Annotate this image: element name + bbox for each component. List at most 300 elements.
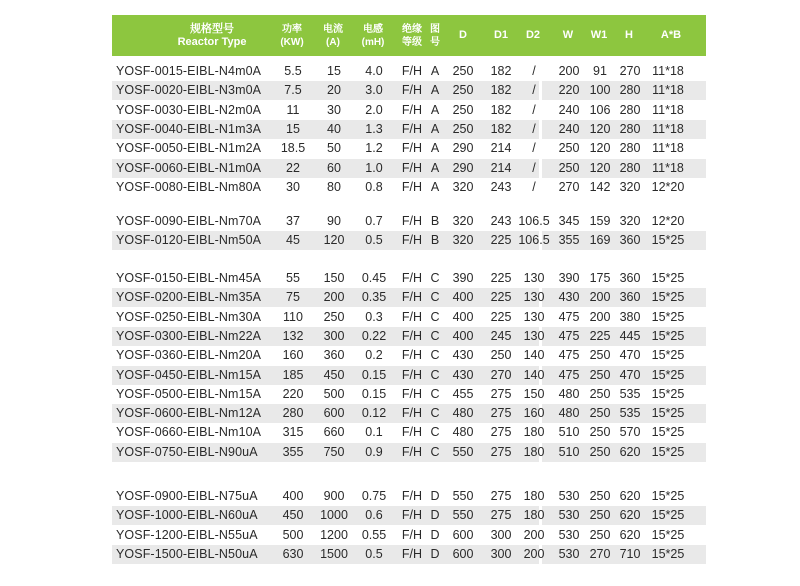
cell-d1: 275 (490, 425, 512, 440)
cell-d: 400 (452, 290, 474, 305)
cell-insulation: F/H (401, 64, 423, 78)
cell-ab: 15*25 (651, 425, 685, 440)
table-row (112, 385, 706, 404)
cell-current: 750 (323, 444, 345, 459)
cell-model: YOSF-0750-EIBL-N90uA (116, 444, 258, 459)
cell-inductance: 2.0 (365, 102, 383, 117)
cell-w1: 169 (589, 233, 611, 248)
cell-insulation: F/H (401, 546, 423, 561)
cell-model: YOSF-0200-EIBL-Nm35A (116, 290, 262, 305)
cell-w: 475 (558, 348, 580, 363)
cell-d: 480 (452, 406, 474, 421)
cell-w: 475 (558, 309, 580, 324)
cell-insulation: F/H (401, 309, 423, 324)
cell-insulation: F/H (401, 348, 423, 363)
cell-w: 270 (558, 179, 580, 194)
cell-d: 320 (452, 214, 474, 228)
cell-d1: 275 (490, 489, 512, 503)
cell-d1: 275 (490, 386, 512, 401)
cell-d2: / (532, 83, 536, 98)
cell-inductance: 0.75 (361, 489, 387, 503)
cell-figure: D (430, 489, 440, 503)
cell-ab: 11*18 (652, 160, 684, 175)
cell-ab: 15*25 (651, 444, 685, 459)
cell-d: 455 (452, 386, 474, 401)
cell-insulation: F/H (401, 160, 423, 175)
cell-current: 660 (323, 425, 345, 440)
cell-w1: 159 (589, 214, 611, 228)
header-model-cn: 规格型号 (190, 22, 234, 35)
cell-h: 570 (619, 425, 641, 440)
cell-d2: 200 (523, 527, 545, 542)
cell-w: 475 (558, 328, 580, 343)
table-row (112, 269, 706, 288)
cell-model: YOSF-0250-EIBL-Nm30A (116, 309, 262, 324)
cell-inductance: 0.8 (365, 179, 383, 194)
cell-ab: 12*20 (651, 179, 685, 194)
cell-w: 480 (558, 386, 580, 401)
cell-inductance: 1.0 (365, 160, 383, 175)
cell-current: 300 (323, 328, 345, 343)
cell-w: 480 (558, 406, 580, 421)
cell-insulation: F/H (401, 121, 423, 136)
cell-inductance: 1.3 (365, 121, 383, 136)
cell-ab: 15*25 (651, 406, 685, 421)
cell-d2: 140 (523, 367, 545, 382)
cell-w1: 250 (589, 425, 611, 440)
cell-w1: 120 (589, 141, 611, 156)
table-row (112, 288, 706, 307)
table-row (112, 346, 706, 365)
cell-w1: 250 (589, 406, 611, 421)
cell-d2: 130 (523, 271, 545, 285)
cell-power: 45 (286, 233, 300, 248)
cell-h: 445 (619, 328, 641, 343)
cell-d: 430 (452, 367, 474, 382)
cell-h: 360 (619, 233, 641, 248)
cell-current: 250 (323, 309, 345, 324)
cell-w1: 250 (589, 367, 611, 382)
cell-d1: 275 (490, 406, 512, 421)
cell-inductance: 0.22 (361, 328, 387, 343)
cell-w1: 100 (589, 83, 611, 98)
cell-ab: 15*25 (651, 309, 685, 324)
cell-current: 80 (327, 179, 341, 194)
cell-w: 240 (558, 102, 580, 117)
cell-power: 22 (286, 160, 300, 175)
cell-model: YOSF-0020-EIBL-N3m0A (116, 83, 262, 98)
cell-figure: D (430, 546, 440, 561)
cell-model: YOSF-0360-EIBL-Nm20A (116, 348, 262, 363)
cell-insulation: F/H (401, 290, 423, 305)
cell-power: 185 (282, 367, 304, 382)
cell-d2: 200 (523, 546, 545, 561)
cell-d: 400 (452, 328, 474, 343)
cell-d1: 225 (490, 233, 512, 248)
table-row (112, 487, 706, 506)
cell-insulation: F/H (401, 214, 423, 228)
cell-insulation: F/H (401, 271, 423, 285)
cell-w: 345 (558, 214, 580, 228)
cell-w1: 91 (593, 64, 607, 78)
header-inductance-unit: (mH) (361, 36, 385, 48)
cell-model: YOSF-0120-EIBL-Nm50A (116, 233, 262, 248)
cell-insulation: F/H (401, 179, 423, 194)
cell-w1: 142 (589, 179, 611, 194)
cell-power: 7.5 (284, 83, 302, 98)
cell-w: 250 (558, 160, 580, 175)
cell-d1: 275 (490, 508, 512, 523)
cell-d2: / (532, 102, 536, 117)
cell-current: 600 (323, 406, 345, 421)
cell-power: 280 (282, 406, 304, 421)
cell-w: 220 (558, 83, 580, 98)
cell-w1: 225 (589, 328, 611, 343)
header-inductance-label: 电感 (363, 23, 383, 35)
cell-inductance: 0.15 (361, 386, 387, 401)
cell-d1: 275 (490, 444, 512, 459)
cell-d: 290 (452, 141, 474, 156)
cell-h: 280 (619, 160, 641, 175)
cell-d2: 130 (523, 290, 545, 305)
cell-inductance: 1.2 (365, 141, 383, 156)
cell-insulation: F/H (401, 367, 423, 382)
cell-d1: 300 (490, 546, 512, 561)
table-row (112, 545, 706, 564)
table-row (112, 506, 706, 525)
table-row (112, 139, 706, 158)
cell-w: 355 (558, 233, 580, 248)
cell-power: 15 (286, 121, 300, 136)
cell-ab: 11*18 (652, 141, 684, 156)
header-d1: D1 (493, 29, 509, 41)
cell-h: 360 (619, 290, 641, 305)
cell-d1: 214 (490, 160, 512, 175)
cell-figure: C (430, 406, 440, 421)
cell-inductance: 4.0 (365, 64, 383, 78)
cell-current: 900 (323, 489, 345, 503)
cell-power: 220 (282, 386, 304, 401)
header-ab: A*B (660, 29, 682, 41)
cell-figure: A (430, 179, 440, 194)
cell-ab: 15*25 (651, 508, 685, 523)
cell-current: 1500 (320, 546, 348, 561)
cell-figure: C (430, 309, 440, 324)
table-row (112, 423, 706, 442)
header-figure-line1: 图 (430, 23, 440, 35)
cell-model: YOSF-0050-EIBL-N1m2A (116, 141, 262, 156)
cell-figure: D (430, 508, 440, 523)
cell-w1: 250 (589, 444, 611, 459)
cell-d2: 130 (523, 328, 545, 343)
cell-d1: 225 (490, 290, 512, 305)
cell-w1: 250 (589, 527, 611, 542)
cell-current: 15 (327, 64, 341, 78)
cell-figure: C (430, 328, 440, 343)
cell-d1: 243 (490, 179, 512, 194)
cell-h: 620 (619, 508, 641, 523)
cell-model: YOSF-0660-EIBL-Nm10A (116, 425, 262, 440)
cell-w1: 200 (589, 290, 611, 305)
cell-h: 320 (619, 214, 641, 228)
header-d2: D2 (525, 29, 541, 41)
cell-d1: 270 (490, 367, 512, 382)
table-row (112, 526, 706, 545)
header-current-label: 电流 (323, 23, 343, 35)
cell-d: 250 (452, 83, 474, 98)
cell-h: 535 (619, 406, 641, 421)
cell-ab: 15*25 (651, 386, 685, 401)
cell-ab: 11*18 (652, 121, 684, 136)
cell-ab: 15*25 (651, 271, 685, 285)
cell-model: YOSF-0500-EIBL-Nm15A (116, 386, 262, 401)
cell-inductance: 0.3 (365, 309, 383, 324)
cell-d1: 225 (490, 271, 512, 285)
cell-model: YOSF-0040-EIBL-N1m3A (116, 121, 262, 136)
cell-figure: D (430, 527, 440, 542)
cell-current: 30 (327, 102, 341, 117)
cell-d2: 106.5 (518, 214, 550, 228)
cell-model: YOSF-0900-EIBL-N75uA (116, 489, 258, 503)
cell-h: 270 (619, 64, 641, 78)
header-d: D (459, 29, 467, 41)
cell-h: 620 (619, 444, 641, 459)
cell-d: 250 (452, 121, 474, 136)
cell-power: 355 (282, 444, 304, 459)
cell-w1: 120 (589, 121, 611, 136)
cell-d: 320 (452, 233, 474, 248)
cell-d1: 250 (490, 348, 512, 363)
cell-inductance: 0.12 (361, 406, 387, 421)
cell-h: 535 (619, 386, 641, 401)
cell-insulation: F/H (401, 406, 423, 421)
cell-inductance: 0.7 (365, 214, 383, 228)
cell-w1: 270 (589, 546, 611, 561)
cell-current: 40 (327, 121, 341, 136)
cell-inductance: 0.45 (361, 271, 387, 285)
cell-ab: 15*25 (651, 489, 685, 503)
cell-power: 500 (282, 527, 304, 542)
cell-model: YOSF-1200-EIBL-N55uA (116, 527, 258, 542)
cell-power: 450 (282, 508, 304, 523)
cell-ab: 11*18 (652, 64, 684, 78)
cell-h: 470 (619, 348, 641, 363)
cell-ab: 15*25 (651, 328, 685, 343)
cell-figure: C (430, 386, 440, 401)
cell-d2: 140 (523, 348, 545, 363)
cell-d1: 182 (490, 121, 512, 136)
cell-d2: 180 (523, 508, 545, 523)
cell-d: 600 (452, 527, 474, 542)
cell-insulation: F/H (401, 83, 423, 98)
cell-model: YOSF-0060-EIBL-N1m0A (116, 160, 262, 175)
cell-ab: 15*25 (651, 348, 685, 363)
header-h: H (625, 29, 633, 41)
cell-insulation: F/H (401, 444, 423, 459)
cell-current: 200 (323, 290, 345, 305)
table-row (112, 81, 706, 100)
cell-d2: 180 (523, 489, 545, 503)
cell-inductance: 0.6 (365, 508, 383, 523)
cell-insulation: F/H (401, 141, 423, 156)
cell-d2: 106.5 (518, 233, 550, 248)
cell-w: 510 (558, 425, 580, 440)
cell-w1: 175 (589, 271, 611, 285)
cell-d1: 225 (490, 309, 512, 324)
cell-figure: C (430, 290, 440, 305)
cell-w1: 250 (589, 348, 611, 363)
cell-figure: C (430, 367, 440, 382)
cell-d: 550 (452, 489, 474, 503)
cell-w: 430 (558, 290, 580, 305)
cell-ab: 15*25 (651, 233, 685, 248)
table-row (112, 231, 706, 250)
cell-h: 320 (619, 179, 641, 194)
cell-insulation: F/H (401, 489, 423, 503)
cell-ab: 11*18 (652, 102, 684, 117)
cell-d2: / (532, 64, 536, 78)
cell-model: YOSF-0090-EIBL-Nm70A (116, 214, 262, 228)
cell-figure: C (430, 271, 440, 285)
cell-d2: 130 (523, 309, 545, 324)
cell-inductance: 0.2 (365, 348, 383, 363)
header-w: W (562, 29, 574, 41)
cell-h: 380 (619, 309, 641, 324)
cell-current: 150 (323, 271, 345, 285)
cell-d2: / (532, 179, 536, 194)
cell-inductance: 0.5 (365, 233, 383, 248)
cell-h: 280 (619, 102, 641, 117)
cell-power: 37 (286, 214, 300, 228)
header-figure-line2: 号 (430, 36, 440, 48)
table-row (112, 120, 706, 139)
cell-power: 30 (286, 179, 300, 194)
cell-model: YOSF-1500-EIBL-N50uA (116, 546, 258, 561)
cell-current: 20 (327, 83, 341, 98)
header-model-en: Reactor Type (177, 35, 247, 48)
cell-d1: 245 (490, 328, 512, 343)
table-row (112, 178, 706, 197)
cell-d1: 214 (490, 141, 512, 156)
cell-power: 160 (282, 348, 304, 363)
cell-d2: / (532, 141, 536, 156)
cell-insulation: F/H (401, 328, 423, 343)
cell-figure: A (430, 64, 440, 78)
cell-figure: B (430, 214, 440, 228)
cell-figure: C (430, 348, 440, 363)
cell-power: 5.5 (284, 64, 302, 78)
cell-insulation: F/H (401, 425, 423, 440)
table-row (112, 101, 706, 120)
cell-figure: A (430, 121, 440, 136)
cell-model: YOSF-0450-EIBL-Nm15A (116, 367, 262, 382)
cell-w: 475 (558, 367, 580, 382)
table-row (112, 327, 706, 346)
cell-inductance: 0.5 (365, 546, 383, 561)
cell-power: 55 (286, 271, 300, 285)
cell-figure: C (430, 425, 440, 440)
cell-w1: 250 (589, 508, 611, 523)
cell-current: 450 (323, 367, 345, 382)
cell-w: 530 (558, 489, 580, 503)
cell-ab: 15*25 (651, 367, 685, 382)
cell-h: 710 (619, 546, 641, 561)
table-row (112, 443, 706, 462)
cell-h: 620 (619, 527, 641, 542)
cell-w: 240 (558, 121, 580, 136)
cell-h: 280 (619, 141, 641, 156)
cell-ab: 12*20 (651, 214, 685, 228)
cell-d2: 160 (523, 406, 545, 421)
cell-insulation: F/H (401, 508, 423, 523)
cell-figure: A (430, 83, 440, 98)
cell-d: 550 (452, 444, 474, 459)
cell-d2: 180 (523, 444, 545, 459)
header-power-unit: (KW) (280, 36, 304, 48)
cell-d: 430 (452, 348, 474, 363)
cell-figure: C (430, 444, 440, 459)
cell-power: 11 (286, 102, 300, 117)
table-row (112, 62, 706, 81)
cell-model: YOSF-0150-EIBL-Nm45A (116, 271, 262, 285)
cell-d: 550 (452, 508, 474, 523)
cell-w: 510 (558, 444, 580, 459)
cell-h: 280 (619, 121, 641, 136)
table-row (112, 404, 706, 423)
cell-power: 630 (282, 546, 304, 561)
cell-d1: 182 (490, 102, 512, 117)
table-row (112, 212, 706, 231)
cell-d2: / (532, 121, 536, 136)
cell-current: 360 (323, 348, 345, 363)
cell-d1: 243 (490, 214, 512, 228)
cell-d: 320 (452, 179, 474, 194)
cell-inductance: 0.55 (361, 527, 387, 542)
cell-power: 18.5 (280, 141, 306, 156)
cell-d: 400 (452, 309, 474, 324)
cell-h: 280 (619, 83, 641, 98)
header-current-unit: (A) (326, 36, 340, 48)
cell-w1: 200 (589, 309, 611, 324)
cell-w1: 250 (589, 489, 611, 503)
cell-insulation: F/H (401, 527, 423, 542)
cell-insulation: F/H (401, 102, 423, 117)
cell-h: 470 (619, 367, 641, 382)
cell-w1: 250 (589, 386, 611, 401)
cell-figure: A (430, 141, 440, 156)
cell-figure: A (430, 102, 440, 117)
cell-insulation: F/H (401, 233, 423, 248)
cell-ab: 15*25 (651, 527, 685, 542)
table-row (112, 308, 706, 327)
cell-d: 250 (452, 64, 474, 78)
cell-power: 110 (283, 309, 303, 324)
header-w1: W1 (590, 29, 608, 41)
cell-w: 390 (558, 271, 580, 285)
cell-inductance: 0.9 (365, 444, 383, 459)
table-row (112, 159, 706, 178)
cell-inductance: 0.15 (361, 367, 387, 382)
table-row (112, 366, 706, 385)
cell-h: 360 (619, 271, 641, 285)
cell-power: 400 (282, 489, 304, 503)
cell-figure: B (430, 233, 440, 248)
cell-d: 250 (452, 102, 474, 117)
cell-inductance: 0.1 (365, 425, 383, 440)
cell-current: 1000 (320, 508, 348, 523)
cell-current: 90 (327, 214, 341, 228)
cell-d1: 182 (490, 64, 512, 78)
